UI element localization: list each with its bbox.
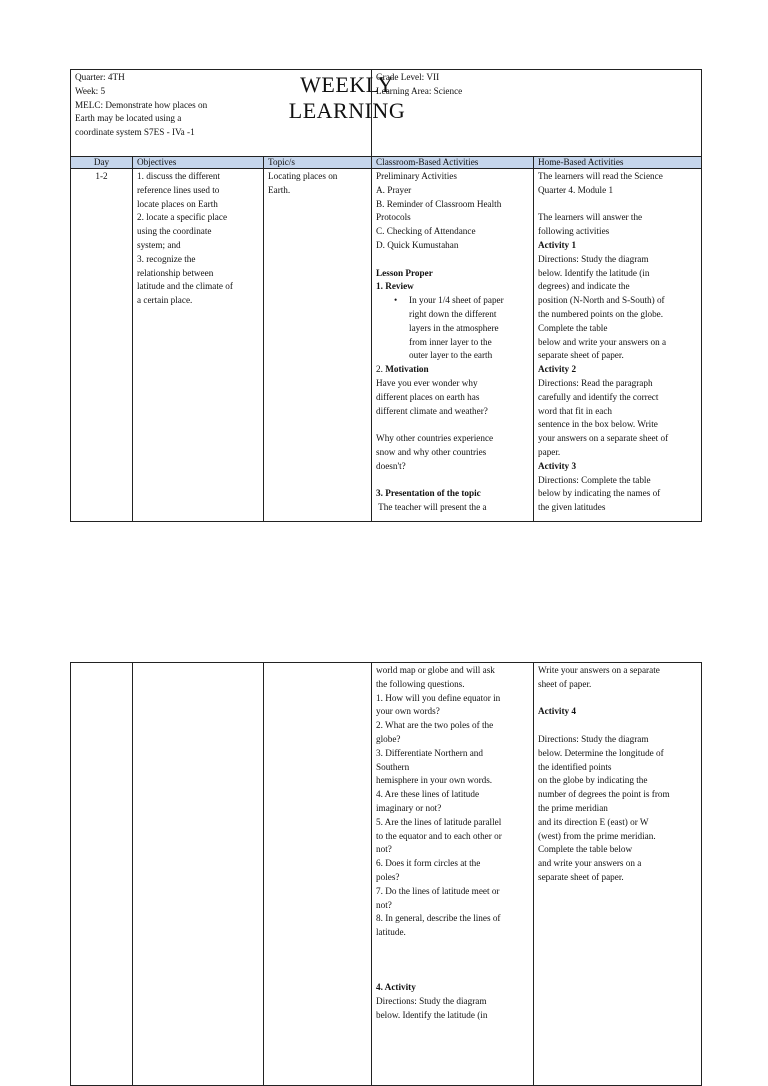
objective-line: relationship between	[137, 267, 214, 278]
objective-line: using the coordinate	[137, 226, 212, 237]
presentation-heading: 3. Presentation of the topic	[376, 488, 481, 499]
learning-area-text: Learning Area: Science	[376, 85, 463, 96]
objective-line: reference lines used to	[137, 184, 220, 195]
question-line: hemisphere in your own words.	[376, 775, 493, 786]
activity-4-line: the identified points	[538, 761, 612, 772]
topic-line: Earth.	[268, 184, 291, 195]
preliminary-activities: Preliminary Activities	[376, 171, 457, 181]
lesson-proper-heading: Lesson Proper	[376, 267, 433, 278]
classroom-cell	[372, 169, 534, 522]
question-line: 2. What are the two poles of the	[376, 720, 494, 731]
activity-4-line: Complete the table below	[538, 844, 633, 855]
continued-row	[71, 663, 702, 1086]
objective-line: locate places on Earth	[137, 198, 218, 209]
question-line: 3. Differentiate Northern and	[376, 747, 483, 758]
motivation-label: Motivation	[385, 364, 429, 375]
melc-text-1: MELC: Demonstrate how places on	[75, 99, 208, 110]
activity-3-heading: Activity 3	[538, 460, 577, 471]
motivation-line: different climate and weather?	[376, 405, 488, 416]
col-home: Home-Based Activities	[534, 157, 702, 169]
activity-2-line: sentence in the box below. Write	[538, 419, 658, 430]
prelim-item: A. Prayer	[376, 184, 412, 195]
topic-cell	[264, 169, 372, 522]
question-line: Southern	[376, 761, 410, 772]
activity-1-line: Complete the table	[538, 322, 608, 333]
activity-1-line: separate sheet of paper.	[538, 350, 624, 361]
question-line: 7. Do the lines of latitude meet or	[376, 885, 500, 896]
objective-line: system; and	[137, 239, 181, 250]
page-1	[70, 69, 701, 522]
objective-line: latitude and the climate of	[137, 281, 233, 292]
title-learning: LEARNING	[288, 98, 406, 123]
day-cell: 1-2	[71, 169, 133, 522]
objective-line: 3. recognize the	[137, 253, 196, 264]
activity-4-line: below. Determine the longitude of	[538, 747, 664, 758]
activity-2-line: Directions: Read the paragraph	[538, 377, 653, 388]
home-cell	[534, 169, 702, 522]
objectives-cell-cont	[133, 663, 264, 1086]
title-weekly: WEEKLY	[300, 72, 394, 97]
question-line: poles?	[376, 871, 400, 882]
activity-1-line: Directions: Study the diagram	[538, 253, 649, 264]
home-intro2-line: following activities	[538, 226, 610, 237]
col-topics: Topic/s	[264, 157, 372, 169]
activity-3-line: Directions: Complete the table	[538, 474, 651, 485]
activity-2-line: paper.	[538, 446, 561, 457]
home-intro-line: The learners will read the Science	[538, 171, 663, 181]
activity-4-line: Directions: Study the diagram	[538, 733, 649, 744]
day-row	[71, 169, 702, 522]
question-line: 8. In general, describe the lines of	[376, 913, 501, 924]
home-intro2-line: The learners will answer the	[538, 212, 643, 223]
question-line: imaginary or not?	[376, 802, 442, 813]
weekly-learning-plan-table-page-2	[70, 662, 702, 1086]
melc-text-2: Earth may be located using a	[75, 113, 182, 124]
activity-2-line: your answers on a separate sheet of	[538, 433, 669, 444]
activity-3-line: the given latitudes	[538, 502, 606, 513]
page-2	[70, 662, 701, 1024]
objective-line: a certain place.	[137, 295, 193, 306]
col-classroom: Classroom-Based Activities	[372, 157, 534, 169]
activity-4-line: (west) from the prime meridian.	[538, 830, 656, 841]
question-line: 6. Does it form circles at the	[376, 858, 481, 869]
activity-line: Directions: Study the diagram	[376, 996, 487, 1007]
activity-2-line: word that fit in each	[538, 405, 613, 416]
activity-1-line: below. Identify the latitude (in	[538, 267, 650, 278]
bullet-line: layers in the atmosphere	[409, 322, 499, 333]
bullet-line: right down the different	[409, 308, 497, 319]
topic-cell-cont	[264, 663, 372, 1086]
bullet-line: outer layer to the earth	[409, 350, 493, 361]
question-line: not?	[376, 844, 392, 855]
grade-level-text: Grade Level: VII	[376, 72, 440, 82]
col-day: Day	[71, 157, 133, 169]
activity-4-class-heading: 4. Activity	[376, 982, 416, 993]
home-cell-cont	[534, 663, 702, 1086]
activity-1-line: below and write your answers on a	[538, 336, 667, 347]
review-bullet	[376, 294, 529, 363]
activity-4-line: and its direction E (east) or W	[538, 816, 649, 827]
home-line: Write your answers on a separate	[538, 665, 660, 675]
activity-4-heading: Activity 4	[538, 706, 577, 717]
activity-4-line: separate sheet of paper.	[538, 871, 624, 882]
activity-4-line: the prime meridian	[538, 802, 608, 813]
question-line: 5. Are the lines of latitude parallel	[376, 816, 502, 827]
why-line: doesn't?	[376, 460, 406, 471]
melc-text-3: coordinate system S7ES - IVa -1	[75, 127, 195, 138]
weekly-learning-plan-table-page-1	[70, 69, 702, 522]
question-line: the following questions.	[376, 678, 465, 689]
day-cell-cont	[71, 663, 133, 1086]
prelim-item: B. Reminder of Classroom Health	[376, 198, 502, 209]
question-line: your own words?	[376, 706, 440, 717]
objectives-cell	[133, 169, 264, 522]
objective-line: 1. discuss the different	[137, 171, 221, 181]
motivation-line: different places on earth has	[376, 391, 480, 402]
header-right-cell	[372, 70, 702, 157]
bullet-line: from inner layer to the	[409, 336, 492, 347]
motivation-number: 2.	[376, 364, 386, 375]
question-line: latitude.	[376, 927, 406, 938]
motivation-line: Have you ever wonder why	[376, 377, 478, 388]
col-objectives: Objectives	[133, 157, 264, 169]
bullet-line: • In your 1/4 sheet of paper	[409, 295, 504, 306]
activity-4-line: number of degrees the point is from	[538, 789, 670, 800]
activity-3-line: below by indicating the names of	[538, 488, 661, 499]
question-line: globe?	[376, 733, 401, 744]
column-header-row	[71, 157, 702, 169]
activity-2-heading: Activity 2	[538, 364, 577, 375]
activity-1-line: the numbered points on the globe.	[538, 308, 664, 319]
topic-line: Locating places on	[268, 171, 338, 181]
question-line: 1. How will you define equator in	[376, 692, 501, 703]
prelim-item: C. Checking of Attendance	[376, 226, 476, 237]
review-heading: 1. Review	[376, 281, 414, 292]
why-line: snow and why other countries	[376, 446, 487, 457]
prelim-item: D. Quick Kumustahan	[376, 239, 459, 250]
activity-1-line: degrees) and indicate the	[538, 281, 630, 292]
presentation-line: The teacher will present the a	[376, 502, 487, 513]
activity-4-line: and write your answers on a	[538, 858, 642, 869]
activity-1-heading: Activity 1	[538, 239, 577, 250]
classroom-cell-cont	[372, 663, 534, 1086]
why-line: Why other countries experience	[376, 433, 494, 444]
question-line: 4. Are these lines of latitude	[376, 789, 480, 800]
activity-4-line: on the globe by indicating the	[538, 775, 648, 786]
question-line: not?	[376, 899, 392, 910]
activity-2-line: carefully and identify the correct	[538, 391, 659, 402]
motivation-heading	[376, 363, 529, 377]
objective-line: 2. locate a specific place	[137, 212, 228, 223]
header-left-cell	[71, 70, 406, 157]
plan-header-row	[71, 70, 702, 157]
question-line: world map or globe and will ask	[376, 665, 495, 675]
prelim-item: Protocols	[376, 212, 411, 223]
quarter-text: Quarter: 4TH	[75, 72, 125, 82]
activity-line: below. Identify the latitude (in	[376, 1009, 488, 1020]
activity-1-line: position (N-North and S-South) of	[538, 295, 665, 306]
question-line: to the equator and to each other or	[376, 830, 502, 841]
week-text: Week: 5	[75, 85, 106, 96]
home-line: sheet of paper.	[538, 678, 592, 689]
home-intro-line: Quarter 4. Module 1	[538, 184, 614, 195]
